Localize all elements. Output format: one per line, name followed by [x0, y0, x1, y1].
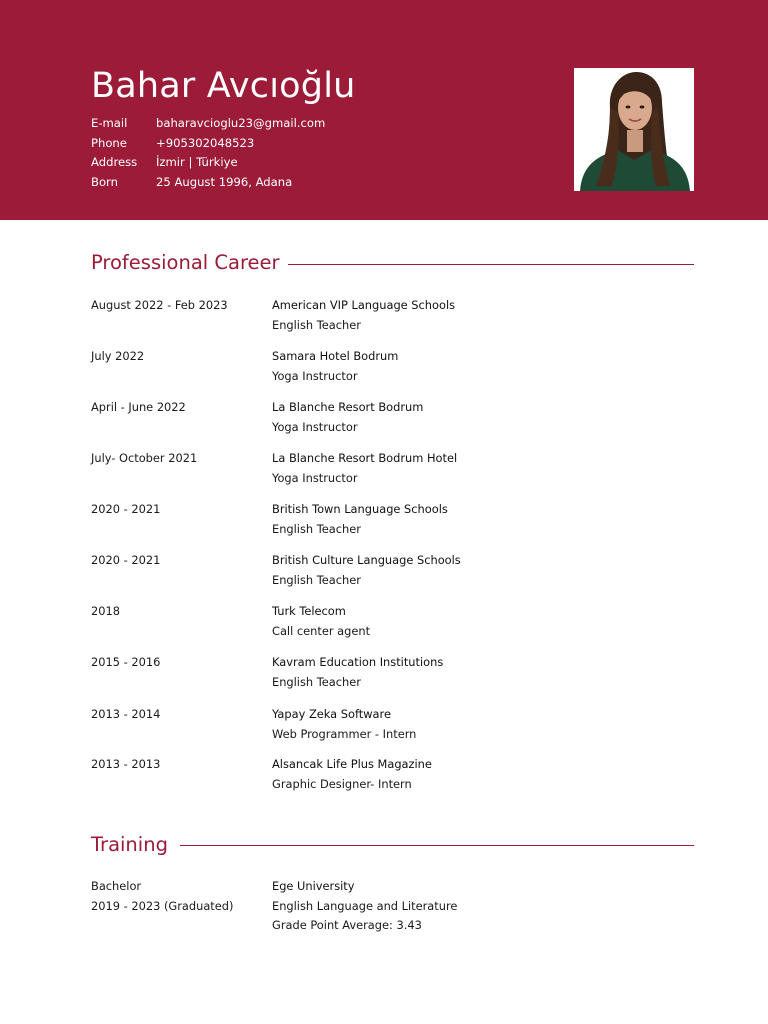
career-role: English Teacher: [272, 521, 361, 536]
career-role: Call center agent: [272, 623, 371, 638]
born-value: 25 August 1996, Adana: [156, 174, 293, 189]
contact-label: Born: [91, 174, 118, 189]
career-date: 2020 - 2021: [91, 502, 161, 516]
email-value: baharavcioglu23@gmail.com: [156, 116, 326, 130]
contact-email-row: [91, 116, 325, 136]
contact-born-row: [91, 175, 325, 195]
section-title-training: Training: [91, 833, 168, 856]
contact-label: Phone: [91, 135, 127, 150]
career-role: English Teacher: [272, 572, 361, 587]
career-org: Turk Telecom: [272, 604, 346, 618]
career-date: 2013 - 2014: [91, 707, 161, 721]
training-gpa: Grade Point Average: 3.43: [272, 918, 422, 933]
career-date: 2020 - 2021: [91, 553, 161, 567]
contact-label: Address: [91, 155, 138, 169]
career-role: English Teacher: [272, 317, 361, 332]
career-org: Yapay Zeka Software: [272, 707, 391, 721]
career-date: July- October 2021: [91, 451, 198, 465]
career-role: Web Programmer - Intern: [272, 726, 417, 741]
career-org: La Blanche Resort Bodrum: [272, 400, 424, 414]
career-org: British Town Language Schools: [272, 502, 448, 516]
career-org: British Culture Language Schools: [272, 553, 461, 567]
career-role: Yoga Instructor: [272, 419, 358, 434]
phone-value: +905302048523: [156, 135, 255, 150]
career-org: La Blanche Resort Bodrum Hotel: [272, 451, 458, 465]
career-role: Graphic Designer- Intern: [272, 776, 412, 791]
career-org: Kavram Education Institutions: [272, 655, 444, 669]
contact-phone-row: [91, 136, 325, 156]
portrait-image: [574, 68, 694, 191]
person-name: Bahar Avcıoğlu: [91, 66, 356, 106]
career-org: Samara Hotel Bodrum: [272, 349, 399, 363]
career-role: Yoga Instructor: [272, 470, 358, 485]
section-divider: [180, 845, 694, 846]
career-date: 2018: [91, 604, 120, 618]
training-degree: Bachelor: [91, 879, 142, 893]
career-date: 2013 - 2013: [91, 757, 161, 771]
address-value: İzmir | Türkiye: [156, 155, 238, 169]
career-org: Alsancak Life Plus Magazine: [272, 757, 432, 771]
section-divider: [288, 264, 694, 265]
career-role: Yoga Instructor: [272, 368, 358, 383]
profile-photo: [574, 68, 694, 191]
training-years: 2019 - 2023 (Graduated): [91, 898, 234, 913]
training-field: English Language and Literature: [272, 898, 458, 913]
career-role: English Teacher: [272, 674, 361, 689]
contact-info: [91, 116, 325, 194]
career-date: July 2022: [91, 349, 145, 363]
training-school: Ege University: [272, 879, 355, 893]
career-date: April - June 2022: [91, 400, 186, 414]
contact-address-row: [91, 155, 325, 175]
career-date: August 2022 - Feb 2023: [91, 298, 228, 312]
career-date: 2015 - 2016: [91, 655, 161, 669]
career-org: American VIP Language Schools: [272, 298, 456, 312]
header-banner: [0, 0, 768, 220]
contact-label: E-mail: [91, 116, 128, 130]
section-title-career: Professional Career: [91, 251, 280, 274]
